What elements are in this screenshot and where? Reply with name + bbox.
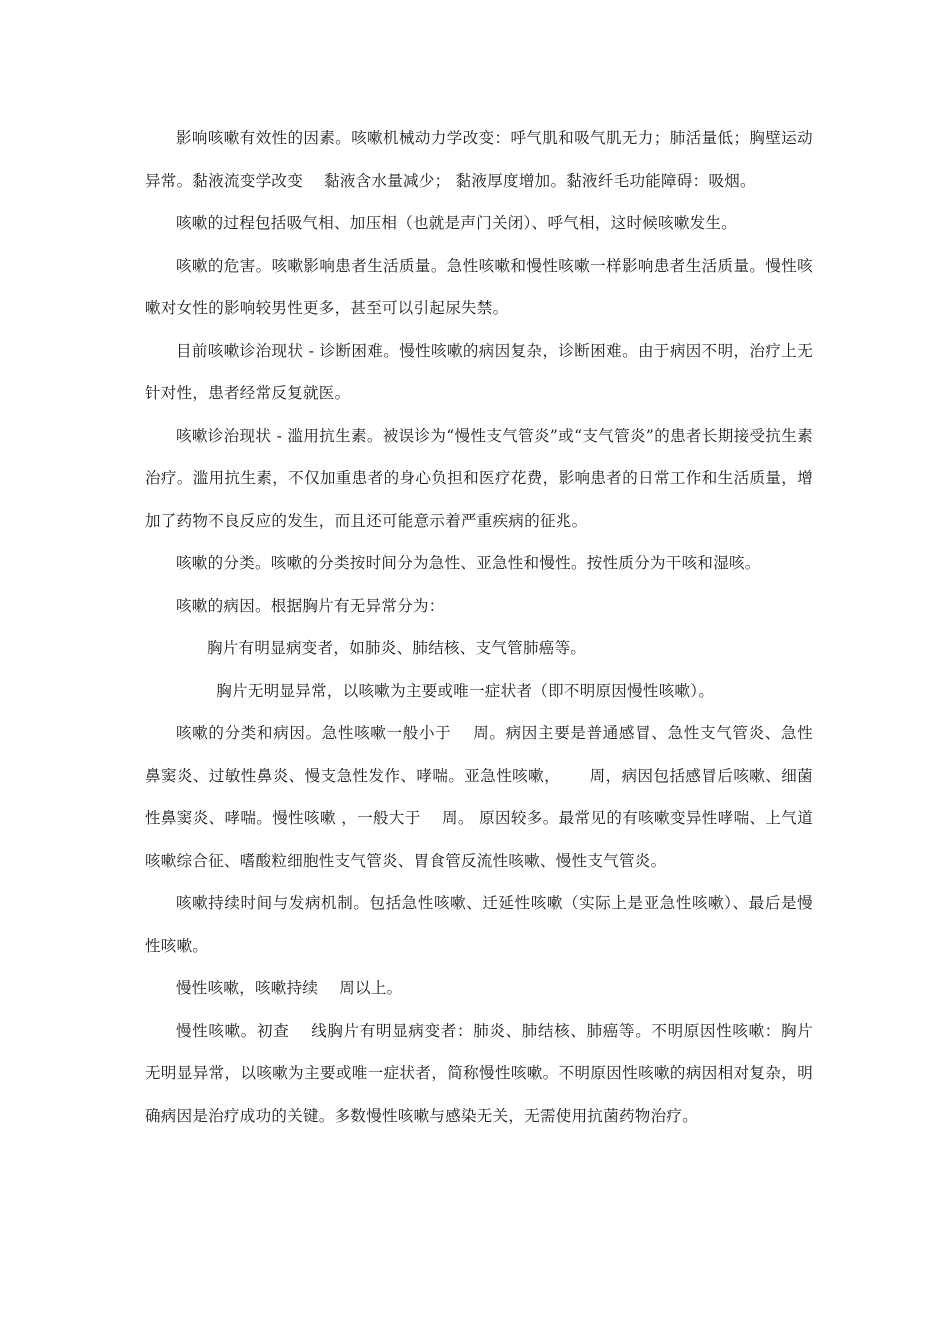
paragraph: 咳嗽的分类。咳嗽的分类按时间分为急性、亚急性和慢性。按性质分为干咳和湿咳。 [176, 554, 761, 572]
paragraph: 咳嗽的分类和病因。急性咳嗽一般小于 周。病因主要是普通感冒、急性支气管炎、急性鼻窦炎、过敏性鼻炎、慢支急性发作、哮喘。亚急性咳嗽， 周，病因包括感冒后咳嗽、细菌性鼻窦炎、哮喘。慢性咳嗽 ，一般大于 周。 原因较多。最常见的有咳嗽变异性哮喘、上气道咳嗽综合征、嗜酸粒细胞性支气管炎、胃食管反流性咳嗽、慢性支气管炎。 [145, 724, 813, 870]
paragraph: 目前咳嗽诊治现状 - 诊断困难。慢性咳嗽的病因复杂，诊断困难。由于病因不明，治疗上无针对性，患者经常反复就医。 [145, 341, 813, 402]
paragraph: 慢性咳嗽，咳嗽持续 周以上。 [176, 979, 403, 997]
paragraph: 胸片无明显异常，以咳嗽为主要或唯一症状者（即不明原因慢性咳嗽）。 [216, 681, 715, 700]
paragraph: 影响咳嗽有效性的因素。咳嗽机械动力学改变：呼气肌和吸气肌无力；肺活量低；胸壁运动异常。黏液流变学改变 黏液含水量减少； 黏液厚度增加。黏液纤毛功能障碍：吸烟。 [145, 129, 813, 190]
paragraph: 咳嗽的危害。咳嗽影响患者生活质量。急性咳嗽和慢性咳嗽一样影响患者生活质量。慢性咳嗽对女性的影响较男性更多，甚至可以引起尿失禁。 [145, 256, 813, 317]
document-body [145, 117, 813, 1137]
paragraph: 胸片有明显病变者，如肺炎、肺结核、支气管肺癌等。 [207, 639, 587, 657]
paragraph: 咳嗽诊治现状 - 滥用抗生素。被误诊为“慢性支气管炎”或“支气管炎”的患者长期接受抗生素治疗。滥用抗生素，不仅加重患者的身心负担和医疗花费，影响患者的日常工作和生活质量，增加了药物不良反应的发生，而且还可能意示着严重疾病的征兆。 [145, 426, 813, 530]
paragraph: 咳嗽的病因。根据胸片有无异常分为： [176, 596, 445, 615]
paragraph: 咳嗽的过程包括吸气相、加压相（也就是声门关闭）、呼气相，这时候咳嗽发生。 [176, 214, 738, 232]
paragraph: 慢性咳嗽。初查 线胸片有明显病变者：肺炎、肺结核、肺癌等。不明原因性咳嗽：胸片无明显异常，以咳嗽为主要或唯一症状者，简称慢性咳嗽。不明原因性咳嗽的病因相对复杂，明确病因是治疗成功的关键。多数慢性咳嗽与感染无关，无需使用抗菌药物治疗。 [145, 1021, 813, 1125]
paragraph: 咳嗽持续时间与发病机制。包括急性咳嗽、迁延性咳嗽（实际上是亚急性咳嗽）、最后是慢性咳嗽。 [145, 894, 813, 955]
